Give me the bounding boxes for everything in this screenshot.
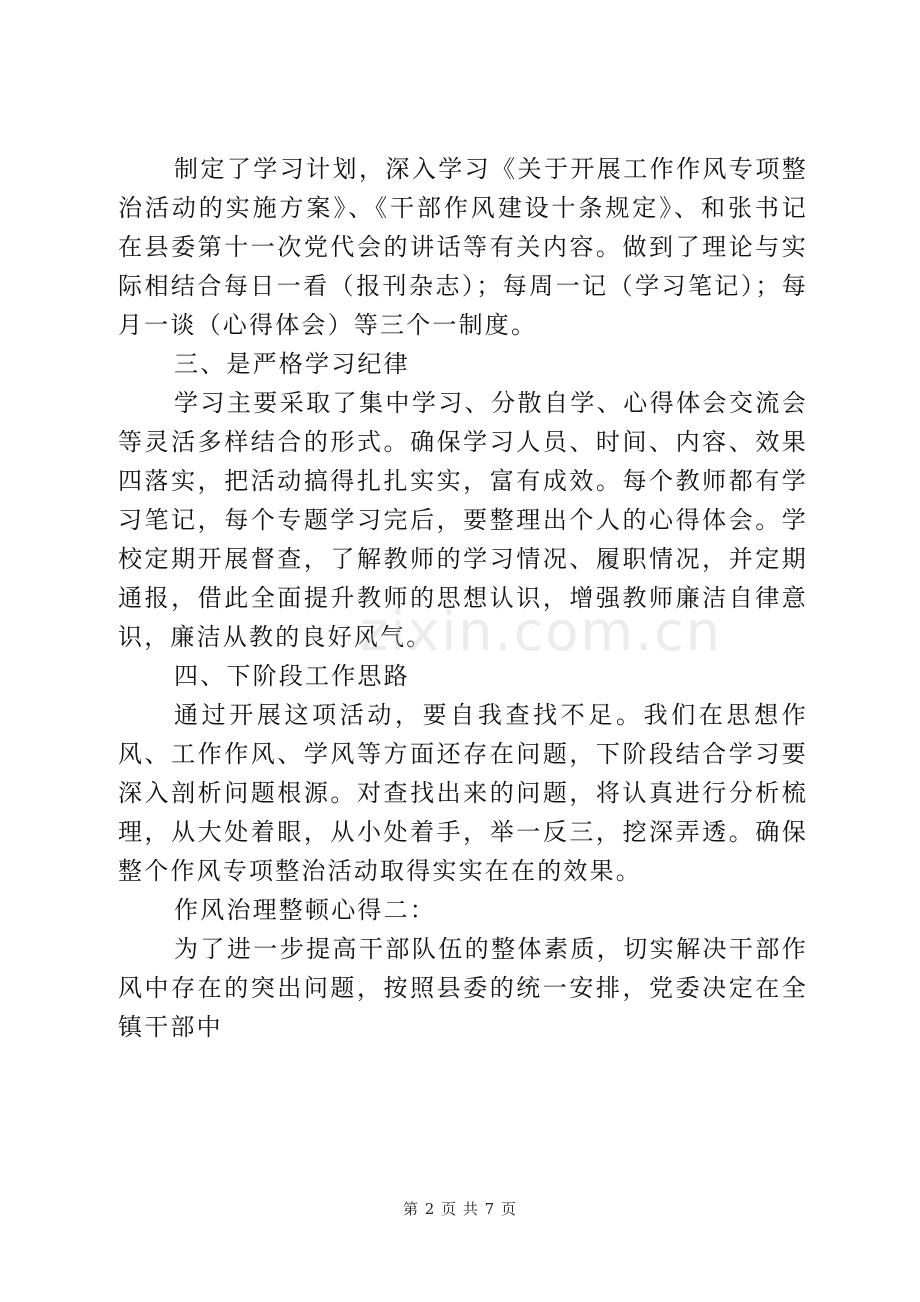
section-heading-experience-two: 作风治理整顿心得二： (174, 896, 436, 924)
paragraph-next-steps: 通过开展这项活动，要自我查找不足。我们在思想作风、工作作风、学风等方面还存在问题，下阶段结合学习要深入剖析问题根源。对查找出来的问题，将认真进行分析梳理，从大处着眼，从小处着手，举一反三，挖深弄透。确保整个作风专项整治活动取得实实在在的效果。 (118, 701, 808, 885)
section-heading-discipline: 三、是严格学习纪律 (174, 350, 410, 378)
paragraph-study-methods: 学习主要采取了集中学习、分散自学、心得体会交流会等灵活多样结合的形式。确保学习人员、时间、内容、效果四落实，把活动搞得扎扎实实，富有成效。每个教师都有学习笔记，每个专题学习完后，要整理出个人的心得体会。学校定期开展督查，了解教师的学习情况、履职情况，并定期通报，借此全面提升教师的思想认识，增强教师廉洁自律意识，廉洁从教的良好风气。 (118, 389, 808, 651)
page-number-footer: 第 2 页 共 7 页 (403, 1200, 517, 1218)
document-body (118, 150, 808, 1047)
section-heading-next-steps: 四、下阶段工作思路 (174, 662, 410, 690)
paragraph-experience-two: 为了进一步提高干部队伍的整体素质，切实解决干部作风中存在的突出问题，按照县委的统一安排，党委决定在全镇干部中 (118, 935, 808, 1041)
watermark-text: zixin.com.cn (360, 600, 723, 663)
paragraph-study-plan: 制定了学习计划，深入学习《关于开展工作作风专项整治活动的实施方案》、《干部作风建设十条规定》、和张书记在县委第十一次党代会的讲话等有关内容。做到了理论与实际相结合每日一看（报刊杂志）；每周一记（学习笔记）；每月一谈（心得体会）等三个一制度。 (118, 155, 808, 339)
